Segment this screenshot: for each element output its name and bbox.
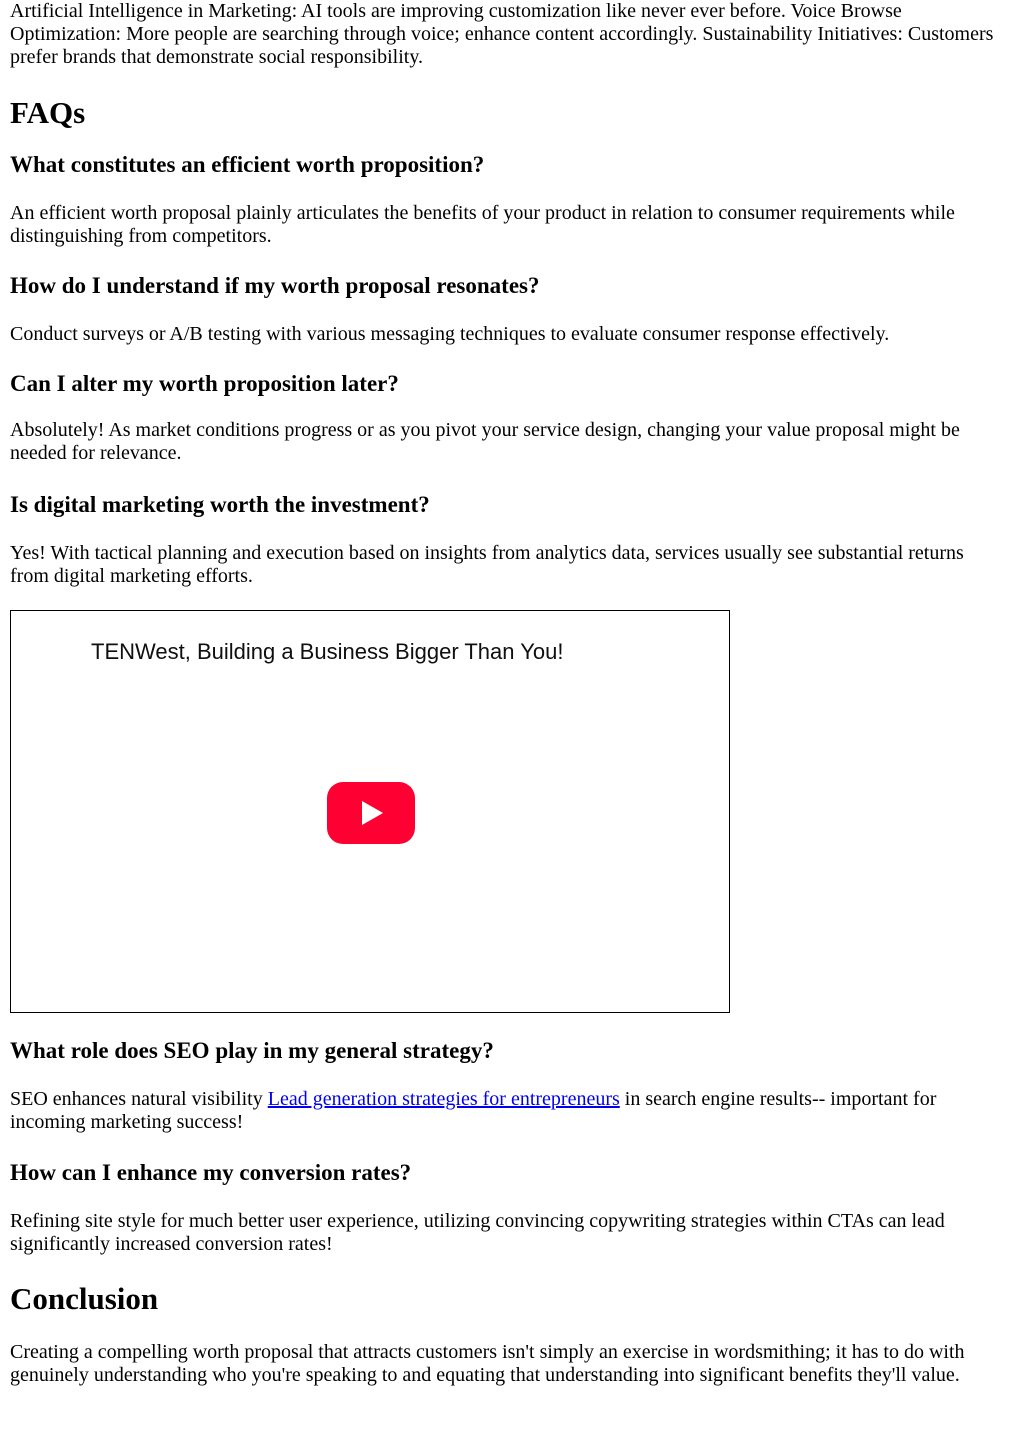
faq-question-2: How do I understand if my worth proposal resonates? bbox=[10, 273, 540, 298]
faq-question-3: Can I alter my worth proposition later? bbox=[10, 371, 399, 396]
faq-answer-conversion: Refining site style for much better user experience, utilizing convincing copywriting strategies within CTAs can lead significantly increased conversion rates! bbox=[10, 1210, 945, 1255]
faq-answer-3: Absolutely! As market conditions progress or as you pivot your service design, changing your value proposal might be needed for relevance. bbox=[10, 419, 960, 464]
faq-answer-4: Yes! With tactical planning and execution based on insights from analytics data, services usually see substantial returns from digital marketing efforts. bbox=[10, 542, 964, 587]
conclusion-heading: Conclusion bbox=[10, 1281, 159, 1316]
faq-question-conversion: How can I enhance my conversion rates? bbox=[10, 1160, 412, 1185]
intro-paragraph: Artificial Intelligence in Marketing: AI tools are improving customization like never ever before. Voice Browse Optimization: More people are searching through voice; enhance content accordingly. Sustainability Initiatives: Customers prefer brands that demonstrate social responsibility. bbox=[10, 0, 994, 68]
youtube-play-icon bbox=[327, 782, 415, 844]
lead-generation-link[interactable]: Lead generation strategies for entrepreneurs bbox=[267, 1088, 620, 1110]
faqs-heading: FAQs bbox=[10, 95, 86, 130]
article bbox=[10, 0, 1000, 1387]
faq-question-1: What constitutes an efficient worth proposition? bbox=[10, 152, 485, 177]
video-embed[interactable] bbox=[10, 610, 730, 1013]
faq-answer-1: An efficient worth proposal plainly articulates the benefits of your product in relation to consumer requirements while distinguishing from competitors. bbox=[10, 202, 955, 247]
faq-question-4: Is digital marketing worth the investment? bbox=[10, 492, 430, 517]
video-title[interactable]: TENWest, Building a Business Bigger Than You! bbox=[91, 639, 564, 664]
youtube-play-button[interactable] bbox=[327, 782, 415, 844]
faq-answer-seo bbox=[10, 1088, 1000, 1134]
faq-question-seo: What role does SEO play in my general strategy? bbox=[10, 1038, 494, 1063]
faq-answer-seo-before: SEO enhances natural visibility bbox=[10, 1088, 268, 1110]
faq-answer-seo-after: in search engine results-- important for incoming marketing success! bbox=[10, 1088, 937, 1133]
faq-answer-2: Conduct surveys or A/B testing with various messaging techniques to evaluate consumer response effectively. bbox=[10, 323, 890, 345]
conclusion-paragraph: Creating a compelling worth proposal that attracts customers isn't simply an exercise in wordsmithing; it has to do with genuinely understanding who you're speaking to and equating that understanding into significant benefits they'll value. bbox=[10, 1341, 965, 1386]
